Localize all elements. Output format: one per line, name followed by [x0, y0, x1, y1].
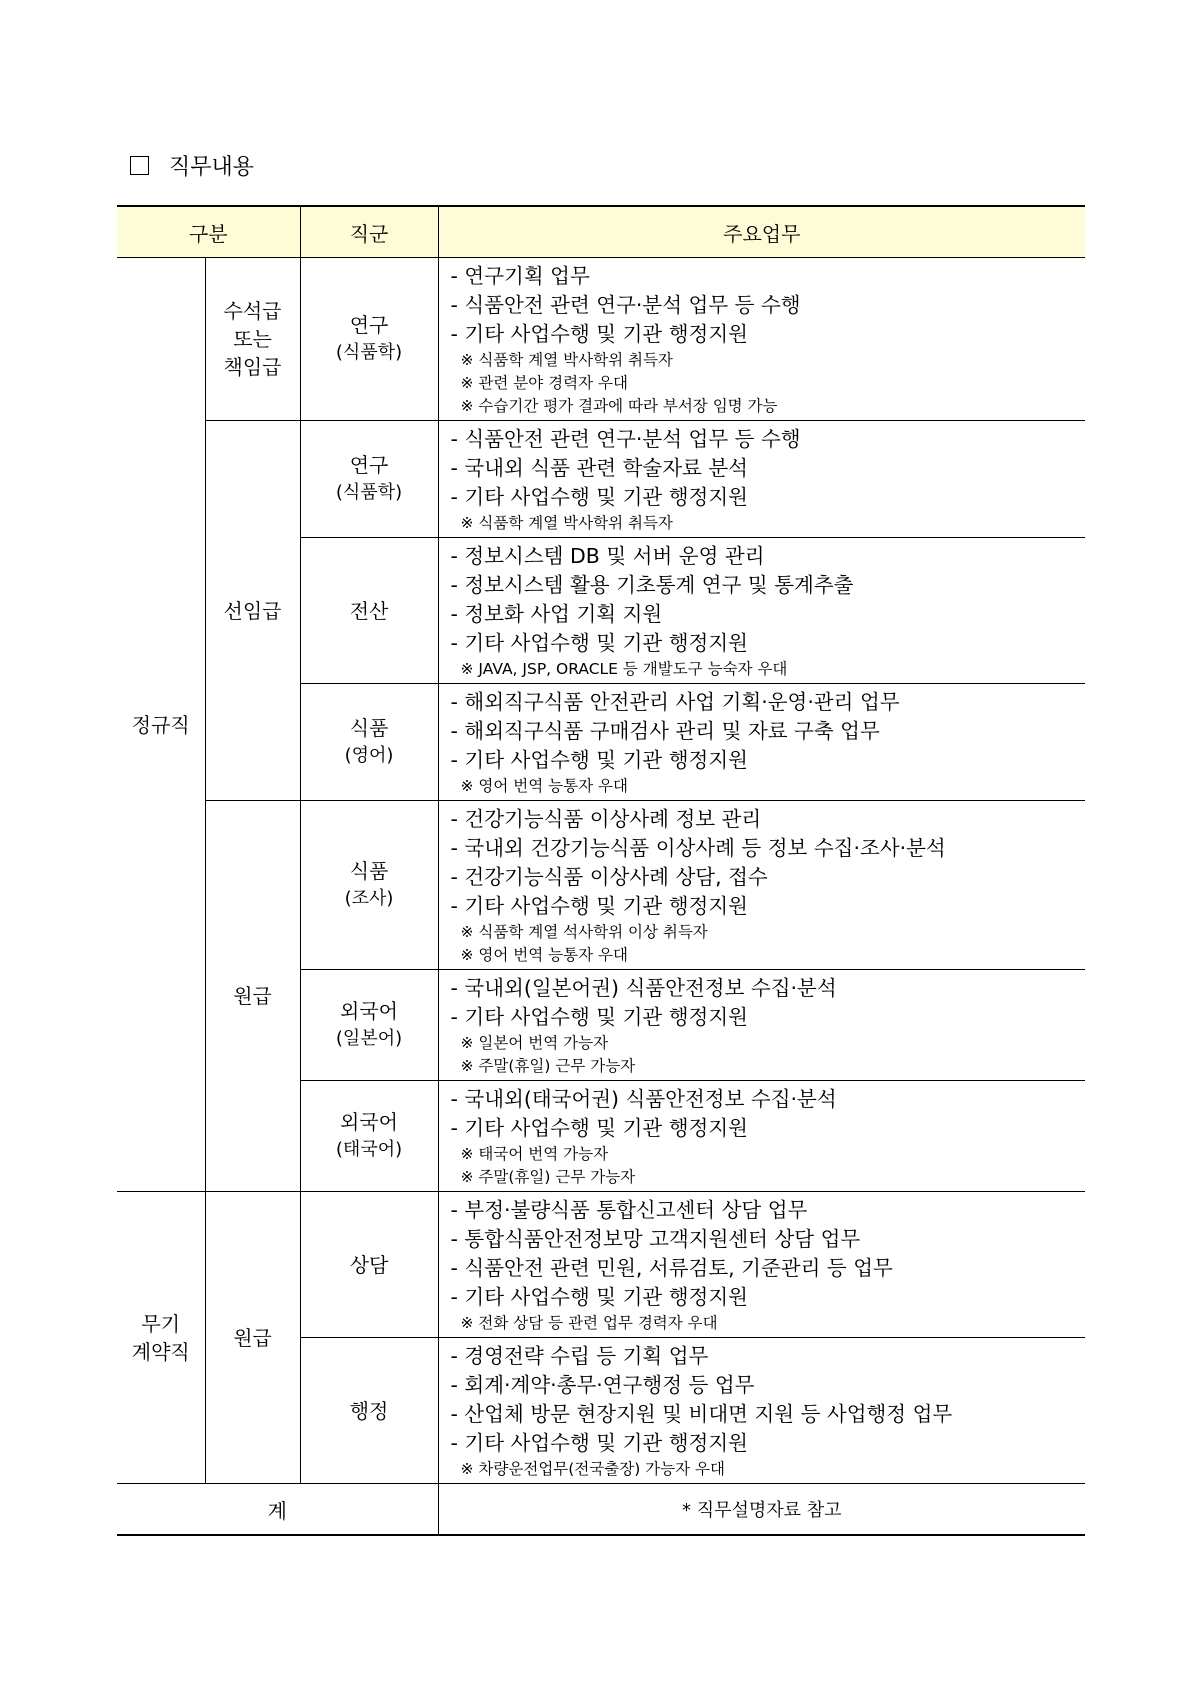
job-group-sub-label: (식품학): [335, 482, 403, 503]
duties-cell: [438, 970, 1085, 1081]
job-group-sub-label: (조사): [344, 888, 394, 909]
job-group-cell: [300, 421, 438, 538]
table-row: [117, 258, 1085, 421]
section-heading: [130, 150, 254, 181]
total-row: [117, 1484, 1085, 1536]
cell-line: 원급: [233, 984, 272, 1008]
job-group-label: 식품: [349, 716, 389, 740]
duty-item: - 기타 사업수행 및 기관 행정지원: [450, 1116, 748, 1140]
duty-item: - 국내외(일본어권) 식품안전정보 수집·분석: [450, 976, 837, 1000]
duty-item: - 건강기능식품 이상사례 상담, 접수: [450, 865, 768, 889]
job-group-sub-label: (태국어): [335, 1139, 403, 1160]
duty-note: ※ 전화 상담 등 관련 업무 경력자 우대: [460, 1314, 718, 1332]
duty-item: - 건강기능식품 이상사례 정보 관리: [450, 807, 762, 831]
duty-item: - 정보화 사업 기획 지원: [450, 602, 663, 626]
job-group-label: 외국어: [340, 1110, 398, 1134]
duties-cell: [438, 684, 1085, 801]
job-group-cell: [300, 1081, 438, 1192]
duty-item: - 국내외 식품 관련 학술자료 분석: [450, 456, 748, 480]
duty-item: - 기타 사업수행 및 기관 행정지원: [450, 748, 748, 772]
total-note: * 직무설명자료 참고: [438, 1484, 1085, 1536]
duty-note: ※ 관련 분야 경력자 우대: [460, 374, 628, 392]
job-group-label: 식품: [349, 859, 389, 883]
duty-note: ※ 차량운전업무(전국출장) 가능자 우대: [460, 1460, 725, 1478]
duty-item: - 기타 사업수행 및 기관 행정지원: [450, 485, 748, 509]
duty-item: - 정보시스템 활용 기초통계 연구 및 통계추출: [450, 573, 854, 597]
grade-cell: [205, 421, 300, 801]
duty-note: ※ 식품학 계열 박사학위 취득자: [460, 351, 673, 369]
cell-line: 무기: [141, 1311, 181, 1336]
cell-line: 수석급: [223, 299, 282, 323]
duty-note: ※ 주말(휴일) 근무 가능자: [460, 1168, 636, 1186]
duty-item: - 국내외(태국어권) 식품안전정보 수집·분석: [450, 1087, 837, 1111]
duty-note: ※ 식품학 계열 석사학위 이상 취득자: [460, 923, 708, 941]
checkbox-square-icon: [130, 156, 149, 175]
header-job-group: 직군: [300, 206, 438, 258]
duty-item: - 기타 사업수행 및 기관 행정지원: [450, 1431, 748, 1455]
duty-item: - 해외직구식품 안전관리 사업 기획·운영·관리 업무: [450, 690, 900, 714]
employment-type-cell: [117, 258, 205, 1192]
duty-item: - 산업체 방문 현장지원 및 비대면 지원 등 사업행정 업무: [450, 1402, 953, 1426]
cell-line: 원급: [233, 1325, 272, 1350]
duty-item: - 해외직구식품 구매검사 관리 및 자료 구축 업무: [450, 719, 880, 743]
job-group-cell: [300, 1192, 438, 1338]
duty-note: ※ 영어 번역 능통자 우대: [460, 946, 628, 964]
grade-cell: [205, 1192, 300, 1484]
duties-cell: [438, 1338, 1085, 1484]
duty-item: - 국내외 건강기능식품 이상사례 등 정보 수집·조사·분석: [450, 836, 946, 860]
employment-type-cell: [117, 1192, 205, 1484]
cell-line: 선임급: [223, 598, 282, 623]
job-group-label: 전산: [349, 598, 389, 623]
header-category: 구분: [117, 206, 300, 258]
total-label: 계: [117, 1484, 438, 1536]
job-group-cell: [300, 538, 438, 684]
duty-item: - 식품안전 관련 연구·분석 업무 등 수행: [450, 293, 801, 317]
job-group-label: 연구: [349, 453, 389, 477]
table-row: [117, 801, 1085, 970]
job-group-label: 상담: [349, 1252, 389, 1277]
duties-cell: [438, 1081, 1085, 1192]
job-group-sub-label: (일본어): [335, 1028, 403, 1049]
job-group-sub-label: (식품학): [335, 342, 403, 363]
duty-item: - 회계·계약·총무·연구행정 등 업무: [450, 1373, 755, 1397]
duty-item: - 기타 사업수행 및 기관 행정지원: [450, 894, 748, 918]
table-header-row: [117, 206, 1085, 258]
duty-item: - 통합식품안전정보망 고객지원센터 상담 업무: [450, 1227, 861, 1251]
duties-cell: [438, 538, 1085, 684]
job-group-cell: [300, 1338, 438, 1484]
duty-item: - 식품안전 관련 민원, 서류검토, 기준관리 등 업무: [450, 1256, 893, 1280]
job-group-sub-label: (영어): [344, 745, 394, 766]
duty-note: ※ JAVA, JSP, ORACLE 등 개발도구 능숙자 우대: [460, 660, 788, 678]
section-title: 직무내용: [169, 155, 255, 180]
grade-cell: [205, 801, 300, 1192]
cell-line: 정규직: [131, 712, 190, 737]
header-duties: 주요업무: [438, 206, 1085, 258]
duty-note: ※ 태국어 번역 가능자: [460, 1145, 609, 1163]
duty-item: - 기타 사업수행 및 기관 행정지원: [450, 322, 748, 346]
duty-note: ※ 주말(휴일) 근무 가능자: [460, 1057, 636, 1075]
table-row: [117, 1192, 1085, 1338]
duty-item: - 부정·불량식품 통합신고센터 상담 업무: [450, 1198, 808, 1222]
job-group-cell: [300, 684, 438, 801]
job-group-cell: [300, 970, 438, 1081]
job-duties-table: [117, 205, 1085, 1536]
table-row: [117, 421, 1085, 538]
job-group-label: 연구: [349, 313, 389, 337]
duty-item: - 기타 사업수행 및 기관 행정지원: [450, 631, 748, 655]
duty-note: ※ 영어 번역 능통자 우대: [460, 777, 628, 795]
duty-item: - 식품안전 관련 연구·분석 업무 등 수행: [450, 427, 801, 451]
duty-item: - 기타 사업수행 및 기관 행정지원: [450, 1285, 748, 1309]
cell-line: 계약직: [131, 1339, 190, 1364]
duty-item: - 경영전략 수립 등 기획 업무: [450, 1344, 709, 1368]
duty-note: ※ 식품학 계열 박사학위 취득자: [460, 514, 673, 532]
job-group-cell: [300, 258, 438, 421]
duty-item: - 연구기획 업무: [450, 264, 590, 288]
duties-cell: [438, 1192, 1085, 1338]
duties-cell: [438, 258, 1085, 421]
cell-line: 또는: [233, 327, 272, 351]
cell-line: 책임급: [223, 355, 282, 379]
job-group-label: 외국어: [340, 999, 398, 1023]
duties-cell: [438, 421, 1085, 538]
job-group-label: 행정: [349, 1398, 389, 1423]
duties-cell: [438, 801, 1085, 970]
duty-item: - 기타 사업수행 및 기관 행정지원: [450, 1005, 748, 1029]
duty-note: ※ 수습기간 평가 결과에 따라 부서장 임명 가능: [460, 397, 778, 415]
grade-cell: [205, 258, 300, 421]
job-group-cell: [300, 801, 438, 970]
duty-item: - 정보시스템 DB 및 서버 운영 관리: [450, 544, 765, 568]
duty-note: ※ 일본어 번역 가능자: [460, 1034, 609, 1052]
